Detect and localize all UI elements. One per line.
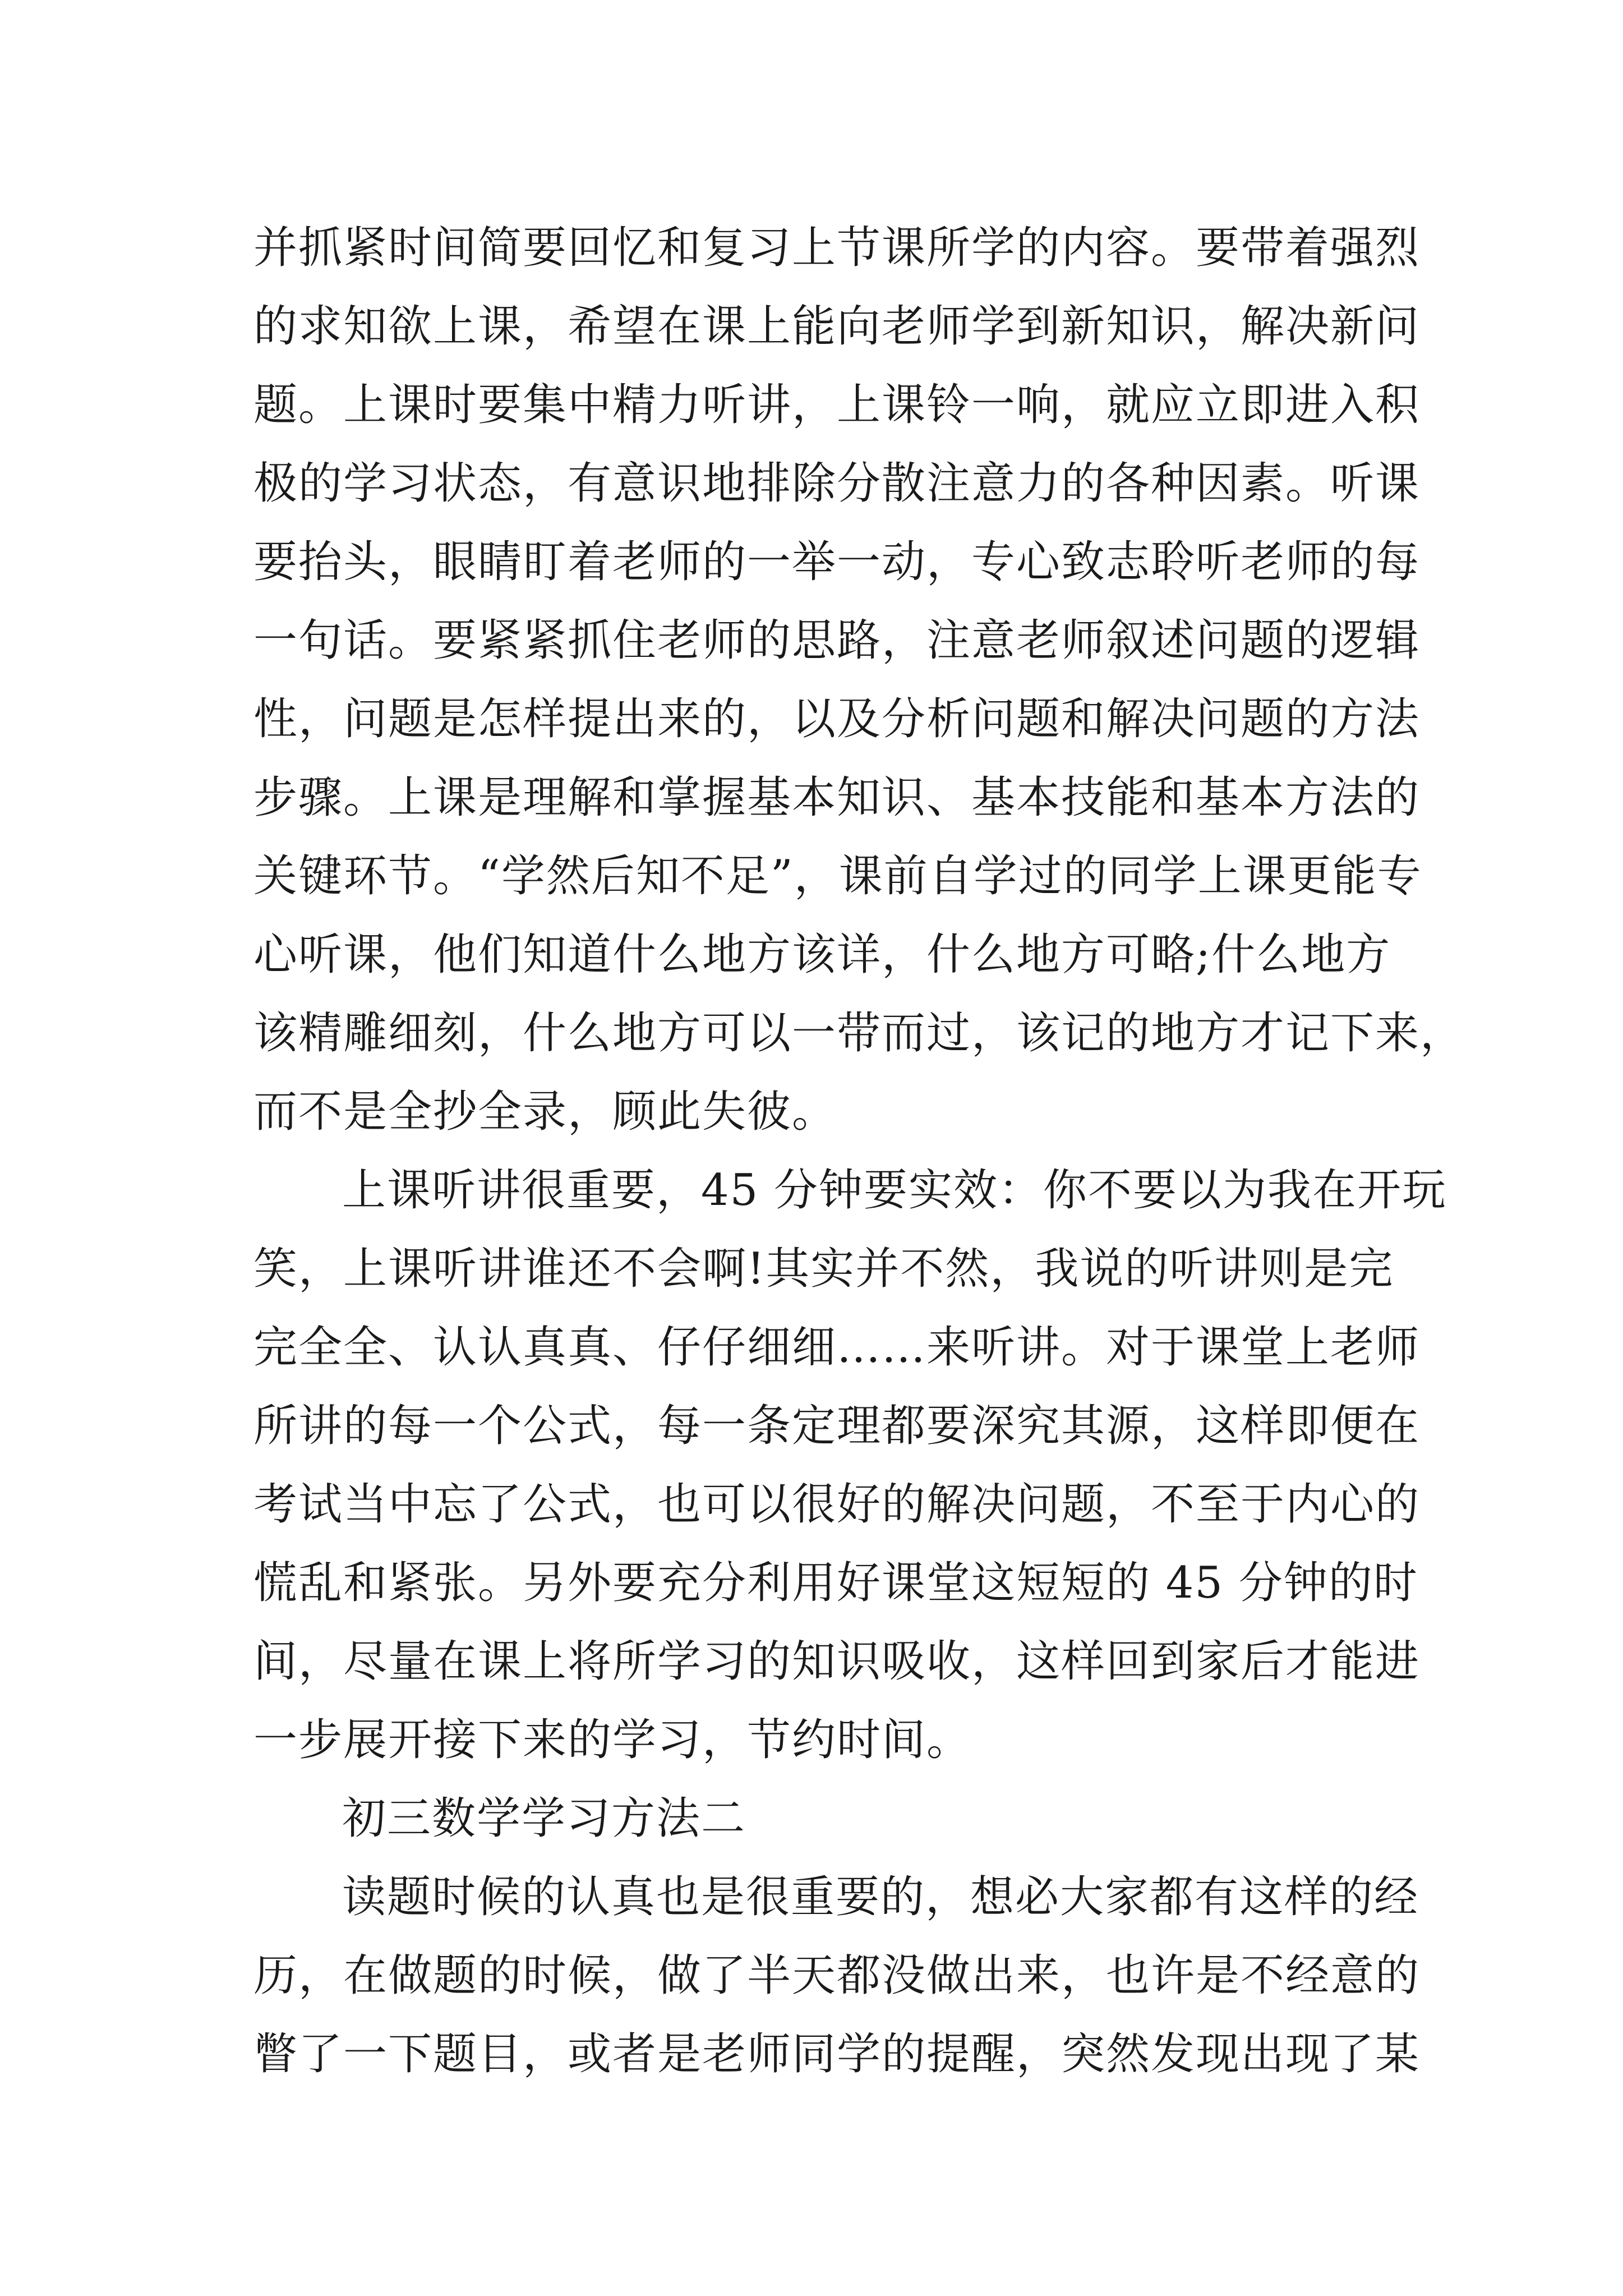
section-heading: 初三数学学习方法二 — [342, 1793, 746, 1844]
text-line: 要抬头，眼睛盯着老师的一举一动，专心致志聆听老师的每 — [253, 537, 1421, 587]
text-line: 性，问题是怎样提出来的，以及分析问题和解决问题的方法 — [253, 694, 1421, 744]
text-line: 上课听讲很重要，45 分钟要实效：你不要以为我在开玩 — [342, 1165, 1447, 1216]
text-line: 所讲的每一个公式，每一条定理都要深究其源，这样即便在 — [253, 1401, 1421, 1451]
text-line: 关键环节。“学然后知不足”，课前自学过的同学上课更能专 — [253, 851, 1422, 901]
text-line: 极的学习状态，有意识地排除分散注意力的各种因素。听课 — [253, 458, 1421, 509]
text-line: 步骤。上课是理解和掌握基本知识、基本技能和基本方法的 — [253, 772, 1421, 823]
text-line: 慌乱和紧张。另外要充分利用好课堂这短短的 45 分钟的时 — [253, 1558, 1418, 1608]
text-line: 笑，上课听讲谁还不会啊!其实并不然，我说的听讲则是完 — [253, 1244, 1394, 1294]
text-line: 的求知欲上课，希望在课上能向老师学到新知识，解决新问 — [253, 301, 1421, 352]
text-line: 题。上课时要集中精力听讲，上课铃一响，就应立即进入积 — [253, 380, 1421, 430]
text-line: 完全全、认认真真、仔仔细细……来听讲。对于课堂上老师 — [253, 1322, 1421, 1373]
text-line: 而不是全抄全录，顾此失彼。 — [253, 1087, 837, 1137]
document-body — [253, 209, 1465, 2093]
text-line: 一句话。要紧紧抓住老师的思路，注意老师叙述问题的逻辑 — [253, 615, 1421, 666]
text-line: 并抓紧时间简要回忆和复习上节课所学的内容。要带着强烈 — [253, 223, 1421, 273]
text-line: 该精雕细刻，什么地方可以一带而过，该记的地方才记下来， — [253, 1008, 1465, 1059]
text-line: 心听课，他们知道什么地方该详，什么地方可略;什么地方 — [253, 930, 1391, 980]
text-line: 考试当中忘了公式，也可以很好的解决问题，不至于内心的 — [253, 1479, 1421, 1530]
text-line: 瞥了一下题目，或者是老师同学的提醒，突然发现出现了某 — [253, 2029, 1421, 2079]
text-line: 历，在做题的时候，做了半天都没做出来，也许是不经意的 — [253, 1950, 1421, 2001]
text-line: 读题时候的认真也是很重要的，想必大家都有这样的经 — [342, 1872, 1419, 1922]
text-line: 一步展开接下来的学习，节约时间。 — [253, 1715, 972, 1765]
text-line: 间，尽量在课上将所学习的知识吸收，这样回到家后才能进 — [253, 1636, 1421, 1687]
